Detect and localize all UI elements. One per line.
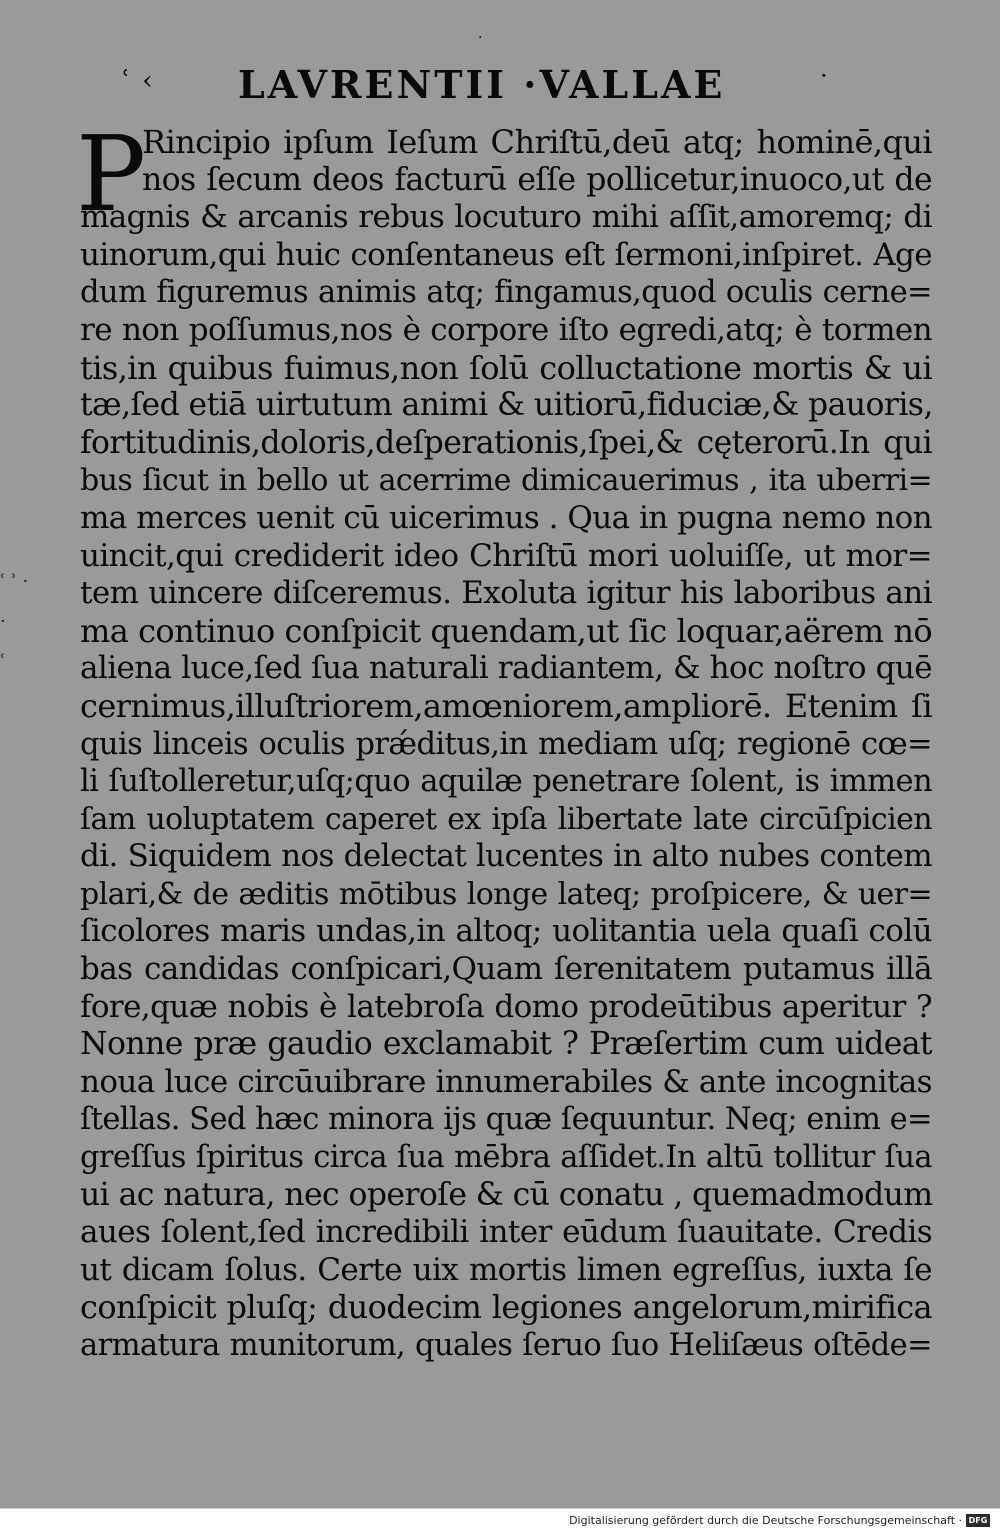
text-line: re non poſſumus,nos è corpore iſto egredi,atq; è tormen	[80, 311, 932, 348]
text-line: li ſuſtolleretur,uſq;quo aquilæ penetrare ſolent, is immen	[80, 764, 932, 800]
text-line: ma continuo conſpicit quendam,ut ſic loquar,aërem nō	[80, 611, 932, 650]
text-line: magnis & arcanis rebus locuturo mihi aſſit,amoremq; di	[80, 199, 932, 236]
text-line: aues ſolent,ſed incredibili inter eūdum ſuauitate. Credis	[80, 1214, 932, 1251]
text-line: fore,quæ nobis è latebroſa domo prodeūtibus aperitur ?	[80, 988, 932, 1025]
text-line: greſſus ſpiritus circa ſua mēbra aſſidet.In altū tollitur ſua	[80, 1140, 932, 1176]
text-line: ſicolores maris undas,in altoq; uolitantia uela quaſi colū	[80, 913, 932, 950]
text-line: dum figuremus animis atq; fingamus,quod oculis cerne=	[80, 275, 932, 311]
funding-notice: Digitalisierung gefördert durch die Deutsche Forschungsgemeinschaft ·	[569, 1514, 962, 1527]
text-line: tem uincere diſceremus. Exoluta igitur his laboribus ani	[80, 575, 932, 612]
text-line: cernimus,illuſtriorem,amœniorem,ampliorē. Etenim ſi	[80, 686, 932, 725]
text-line: aliena luce,ſed ſua naturali radiantem, & hoc noſtro quē	[80, 650, 932, 687]
top-mark: ·	[478, 30, 483, 46]
running-title: LAVRENTII ·VALLAE	[238, 62, 726, 107]
text-line: ui ac natura, nec operoſe & cū conatu , quemadmodum	[80, 1176, 933, 1213]
text-line: plari,& de æditis mōtibus longe lateq; proſpicere, & uer=	[80, 876, 932, 912]
dfg-logo: DFG	[966, 1514, 990, 1527]
text-line: ut dicam ſolus. Certe uix mortis limen egreſſus, iuxta ſe	[80, 1251, 932, 1288]
margin-mark: ʿ ʾ ·	[0, 571, 29, 592]
text-line: ſtellas. Sed hæc minora ijs quæ ſequuntur. Neq; enim e=	[80, 1102, 932, 1138]
running-header	[0, 62, 1000, 112]
margin-mark: ·	[0, 611, 6, 632]
header-left-marks: ʿ ‹	[122, 66, 155, 96]
text-line: ſam uoluptatem caperet ex ipſa libertate late circūſpicien	[80, 801, 932, 837]
text-line: tis,in quibus fuimus,non ſolū colluctatione mortis & ui	[80, 348, 932, 387]
text-line: conſpicit pluſq; duodecim legiones angelorum,mirifica	[80, 1288, 932, 1327]
text-line: uinorum,qui huic conſentaneus eſt ſermoni,inſpiret. Age	[80, 236, 932, 273]
margin-marks	[0, 562, 28, 682]
drop-capital: P	[76, 113, 146, 235]
text-line: Nonne præ gaudio exclamabit ? Præſertim cum uideat	[80, 1026, 932, 1063]
header-right-marks: ·	[820, 62, 831, 90]
body-text	[80, 124, 932, 1365]
text-line: di. Siquidem nos delectat lucentes in alto nubes contem	[80, 838, 932, 875]
text-line: uincit,qui crediderit ideo Chriſtū mori uoluiſſe, ut mor=	[80, 537, 932, 574]
text-line: bas candidas conſpicari,Quam ſerenitatem putamus illā	[80, 951, 932, 988]
text-line: ma merces uenit cū uicerimus . Qua in pugna nemo non	[80, 499, 932, 536]
digitization-footer	[0, 1508, 1000, 1533]
text-line: fortitudinis,doloris,deſperationis,ſpei,& cęterorū.In qui	[80, 424, 932, 461]
text-line: armatura munitorum, quales ſeruo ſuo Heliſæus oſtēde=	[80, 1328, 932, 1363]
text-line: bus ſicut in bello ut acerrime dimicauerimus , ita uberri=	[80, 463, 932, 499]
margin-mark: ʿ	[0, 651, 6, 672]
text-line: quis linceis oculis prǽditus,in mediam uſq; regionē cœ=	[80, 726, 932, 762]
text-line: tæ,ſed etiā uirtutum animi & uitiorū,fiduciæ,& pauoris,	[80, 387, 933, 424]
text-line: nos ſecum deos facturū eſſe pollicetur,inuoco,ut de	[142, 161, 932, 198]
text-line: noua luce circūuibrare innumerabiles & ante incognitas	[80, 1063, 932, 1100]
text-line: Rincipio ipſum Ieſum Chriſtū,deū atq; hominē,qui	[142, 123, 932, 161]
